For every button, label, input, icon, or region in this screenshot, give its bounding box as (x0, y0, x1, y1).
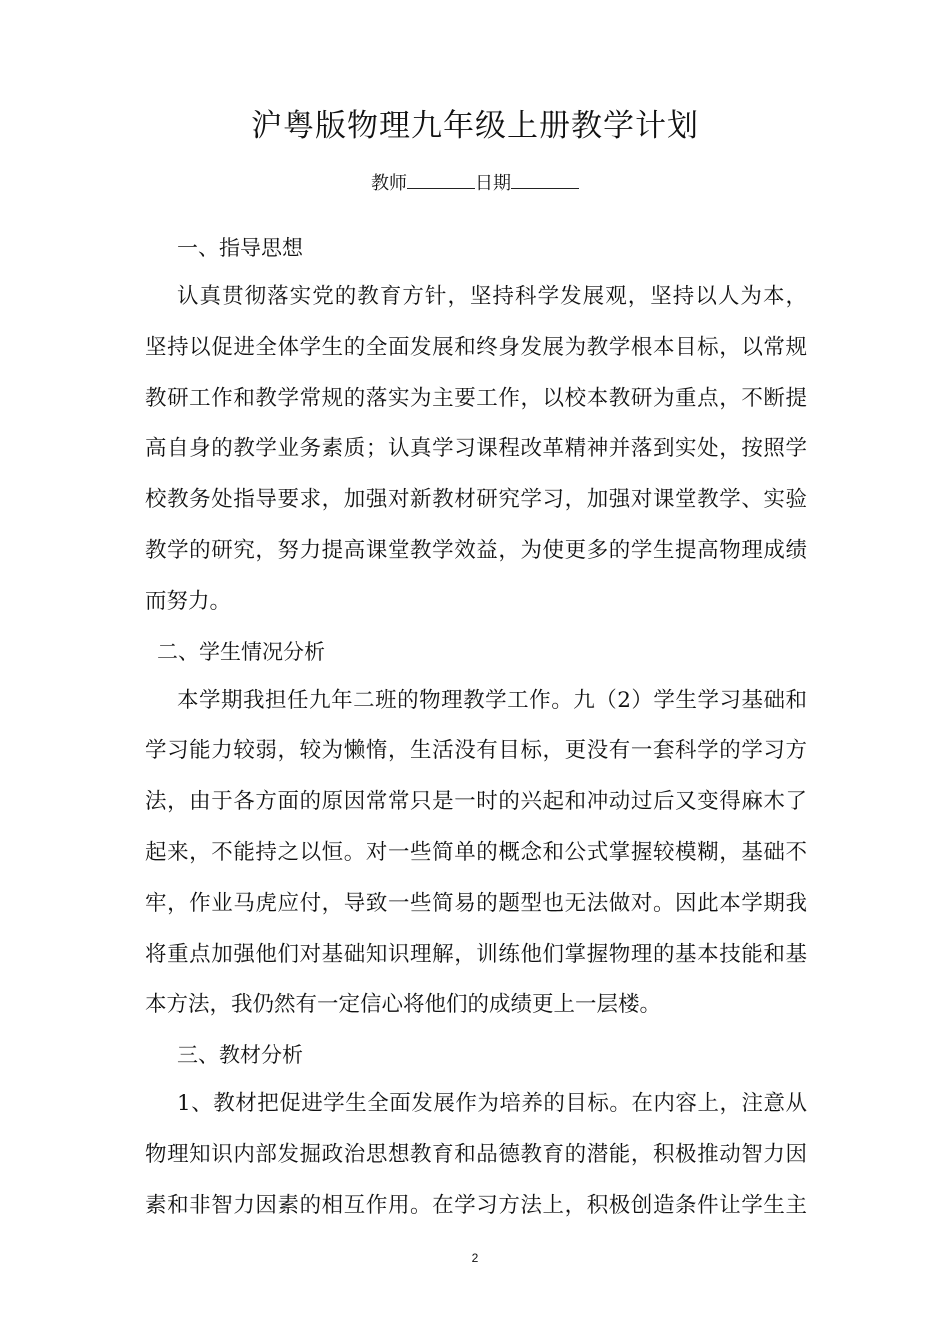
date-blank (511, 168, 579, 189)
section-paragraph (145, 676, 807, 1032)
section-heading: 一、指导思想 (177, 236, 303, 260)
paragraph-line: 学习能力较弱，较为懒惰，生活没有目标，更没有一套科学的学习方 (145, 738, 807, 764)
paragraph-line: 1、教材把促进学生全面发展作为培养的目标。在内容上，注意从 (177, 1091, 807, 1117)
document-body (145, 224, 807, 1232)
section-paragraph (145, 1079, 807, 1231)
paragraph-line: 本方法，我仍然有一定信心将他们的成绩更上一层楼。 (145, 992, 662, 1018)
section-heading: 二、学生情况分析 (157, 639, 325, 664)
paragraph-line: 将重点加强他们对基础知识理解，训练他们掌握物理的基本技能和基 (145, 941, 807, 967)
section-paragraph (145, 272, 807, 628)
paragraph-line: 物理知识内部发掘政治思想教育和品德教育的潜能，积极推动智力因 (145, 1141, 807, 1167)
paragraph-line: 认真贯彻落实党的教育方针，坚持科学发展观，坚持以人为本， (177, 284, 807, 309)
paragraph-line: 教研工作和教学常规的落实为主要工作，以校本教研为重点，不断提 (145, 385, 807, 411)
paragraph-line: 素和非智力因素的相互作用。在学习方法上，积极创造条件让学生主 (145, 1192, 807, 1218)
section-heading: 三、教材分析 (177, 1043, 303, 1068)
paragraph-line: 牢，作业马虎应付，导致一些简易的题型也无法做对。因此本学期我 (145, 890, 807, 916)
page-title: 沪粤版物理九年级上册教学计划 (251, 108, 699, 144)
paragraph-line: 坚持以促进全体学生的全面发展和终身发展为教学根本目标，以常规 (145, 334, 807, 360)
paragraph-line: 而努力。 (145, 588, 232, 614)
page-number: 2 (471, 1251, 479, 1265)
paragraph-line: 本学期我担任九年二班的物理教学工作。九（2）学生学习基础和 (177, 687, 807, 713)
paragraph-line: 教学的研究，努力提高课堂教学效益，为使更多的学生提高物理成绩 (145, 537, 807, 563)
byline (0, 168, 950, 199)
teacher-blank (407, 168, 475, 189)
paragraph-line: 高自身的教学业务素质；认真学习课程改革精神并落到实处，按照学 (145, 436, 807, 462)
teacher-label: 教师 (371, 173, 407, 194)
paragraph-line: 法，由于各方面的原因常常只是一时的兴起和冲动过后又变得麻木了 (145, 789, 807, 815)
paragraph-line: 校教务处指导要求，加强对新教材研究学习，加强对课堂教学、实验 (145, 487, 807, 513)
paragraph-line: 起来，不能持之以恒。对一些简单的概念和公式掌握较模糊，基础不 (145, 839, 807, 865)
date-label: 日期 (475, 173, 511, 194)
